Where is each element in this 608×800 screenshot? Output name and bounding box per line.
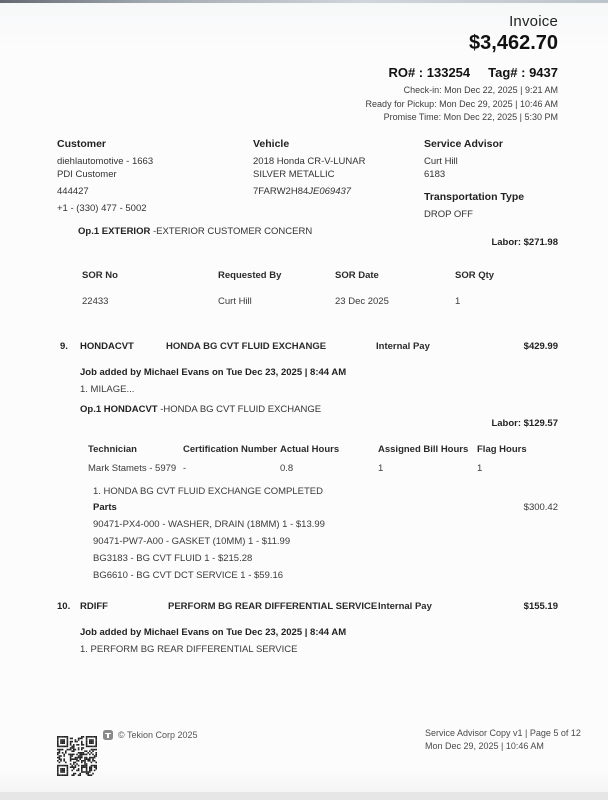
job-9-note: 1. MILAGE...: [80, 384, 135, 395]
service-advisor-section: [424, 138, 574, 221]
footer-page-info: [425, 727, 581, 753]
invoice-total: $3,462.70: [469, 32, 558, 54]
service-advisor-number: 6183: [424, 169, 446, 180]
customer-name: diehlautomotive - 1663: [57, 156, 154, 167]
job-9-code: HONDACVT: [80, 341, 134, 352]
customer-title: Customer: [57, 138, 107, 150]
transportation-section: [424, 191, 574, 221]
ro-dates: [366, 84, 558, 125]
op-exterior-labor: Labor: $271.98: [491, 237, 558, 248]
copyright-text: © Tekion Corp 2025: [118, 730, 198, 740]
vehicle-color: SILVER METALLIC: [253, 169, 335, 180]
checkin-time: Check-in: Mon Dec 22, 2025 | 9:21 AM: [403, 85, 558, 95]
flag-hours-header: Flag Hours: [477, 444, 527, 455]
assigned-bill-hours-value: 1: [378, 463, 384, 474]
sor-table: [82, 270, 558, 307]
sor-date-header: SOR Date: [335, 270, 379, 281]
part-line: BG6610 - BG CVT DCT SERVICE 1 - $59.16: [93, 570, 284, 581]
part-line: 90471-PX4-000 - WASHER, DRAIN (18MM) 1 - $13.99: [93, 519, 325, 530]
transportation-title: Transportation Type: [424, 191, 525, 203]
photo-top-edge: [0, 0, 608, 3]
job-9-description: HONDA BG CVT FLUID EXCHANGE: [166, 341, 327, 352]
print-timestamp: Mon Dec 29, 2025 | 10:46 AM: [425, 741, 544, 751]
photo-bottom-edge: [0, 792, 608, 800]
service-advisor-title: Service Advisor: [424, 138, 503, 150]
job-10-code: RDIFF: [80, 601, 108, 612]
job-9-completed-note: 1. HONDA BG CVT FLUID EXCHANGE COMPLETED: [93, 486, 323, 497]
parts-label: Parts: [93, 502, 117, 513]
sor-no-value: 22433: [82, 296, 109, 307]
tag-number: Tag# : 9437: [488, 65, 558, 80]
technician-table-header-row: [88, 444, 558, 455]
sor-date-value: 23 Dec 2025: [335, 296, 389, 307]
vehicle-model: 2018 Honda CR-V-LUNAR: [253, 156, 366, 167]
technician-header: Technician: [88, 444, 137, 455]
job-10-note: 1. PERFORM BG REAR DIFFERENTIAL SERVICE: [80, 644, 298, 655]
invoice-header: [366, 13, 558, 125]
ro-tag-line: [366, 65, 558, 80]
job-10-pay-type: Internal Pay: [378, 601, 432, 612]
job-9-op-line: Op.1 HONDACVT -HONDA BG CVT FLUID EXCHANGE: [80, 404, 322, 415]
tekion-logo-icon: [103, 730, 113, 740]
invoice-label: Invoice: [509, 13, 558, 30]
certification-number-value: -: [183, 463, 187, 474]
vehicle-vin: 7FARW2H84JE069437: [253, 186, 352, 197]
part-line: 90471-PW7-A00 - GASKET (10MM) 1 - $11.99: [93, 536, 291, 547]
part-line: BG3183 - BG CVT FLUID 1 - $215.28: [93, 553, 253, 564]
customer-section: [57, 138, 247, 215]
technician-table: [88, 444, 558, 474]
vehicle-section: [253, 138, 418, 198]
customer-phone: +1 - (330) 477 - 5002: [57, 203, 147, 214]
ready-for-pickup-time: Ready for Pickup: Mon Dec 29, 2025 | 10:46 AM: [365, 98, 558, 109]
customer-number: 444427: [57, 186, 89, 197]
sor-no-header: SOR No: [82, 270, 118, 281]
job-9-added-by: Job added by Michael Evans on Tue Dec 23, 2025 | 8:44 AM: [80, 367, 347, 378]
footer-copyright: [103, 730, 198, 740]
technician-table-row: [88, 463, 558, 474]
sor-qty-header: SOR Qty: [455, 270, 495, 281]
service-advisor-name: Curt Hill: [424, 156, 458, 167]
customer-type: PDI Customer: [57, 169, 117, 180]
actual-hours-header: Actual Hours: [280, 444, 340, 455]
requested-by-value: Curt Hill: [218, 296, 252, 307]
actual-hours-value: 0.8: [280, 463, 294, 474]
promise-time: Promise Time: Mon Dec 22, 2025 | 5:30 PM: [383, 112, 558, 122]
job-10-amount: $155.19: [523, 601, 558, 612]
sor-table-header-row: [82, 270, 558, 281]
job-10-description: PERFORM BG REAR DIFFERENTIAL SERVICE: [168, 601, 378, 612]
job-9-labor: Labor: $129.57: [491, 418, 558, 429]
assigned-bill-hours-header: Assigned Bill Hours: [378, 444, 469, 455]
sor-qty-value: 1: [455, 296, 461, 307]
certification-number-header: Certification Number: [183, 444, 277, 455]
requested-by-header: Requested By: [218, 270, 282, 281]
transportation-value: DROP OFF: [424, 209, 473, 220]
copy-version-page: Service Advisor Copy v1 | Page 5 of 12: [425, 728, 581, 738]
flag-hours-value: 1: [477, 463, 483, 474]
vehicle-title: Vehicle: [253, 138, 290, 150]
job-9-amount: $429.99: [523, 341, 558, 352]
ro-number: RO# : 133254: [388, 65, 471, 80]
job-9-pay-type: Internal Pay: [376, 341, 430, 352]
job-10-number: 10.: [57, 601, 71, 612]
sor-table-row: [82, 296, 558, 307]
parts-total: $300.42: [523, 502, 558, 513]
job-9-number: 9.: [60, 341, 68, 352]
op-exterior-line: Op.1 EXTERIOR -EXTERIOR CUSTOMER CONCERN: [78, 226, 313, 237]
qr-code: [57, 736, 97, 776]
technician-value: Mark Stamets - 5979: [88, 463, 177, 474]
job-10-added-by: Job added by Michael Evans on Tue Dec 23, 2025 | 8:44 AM: [80, 627, 347, 638]
